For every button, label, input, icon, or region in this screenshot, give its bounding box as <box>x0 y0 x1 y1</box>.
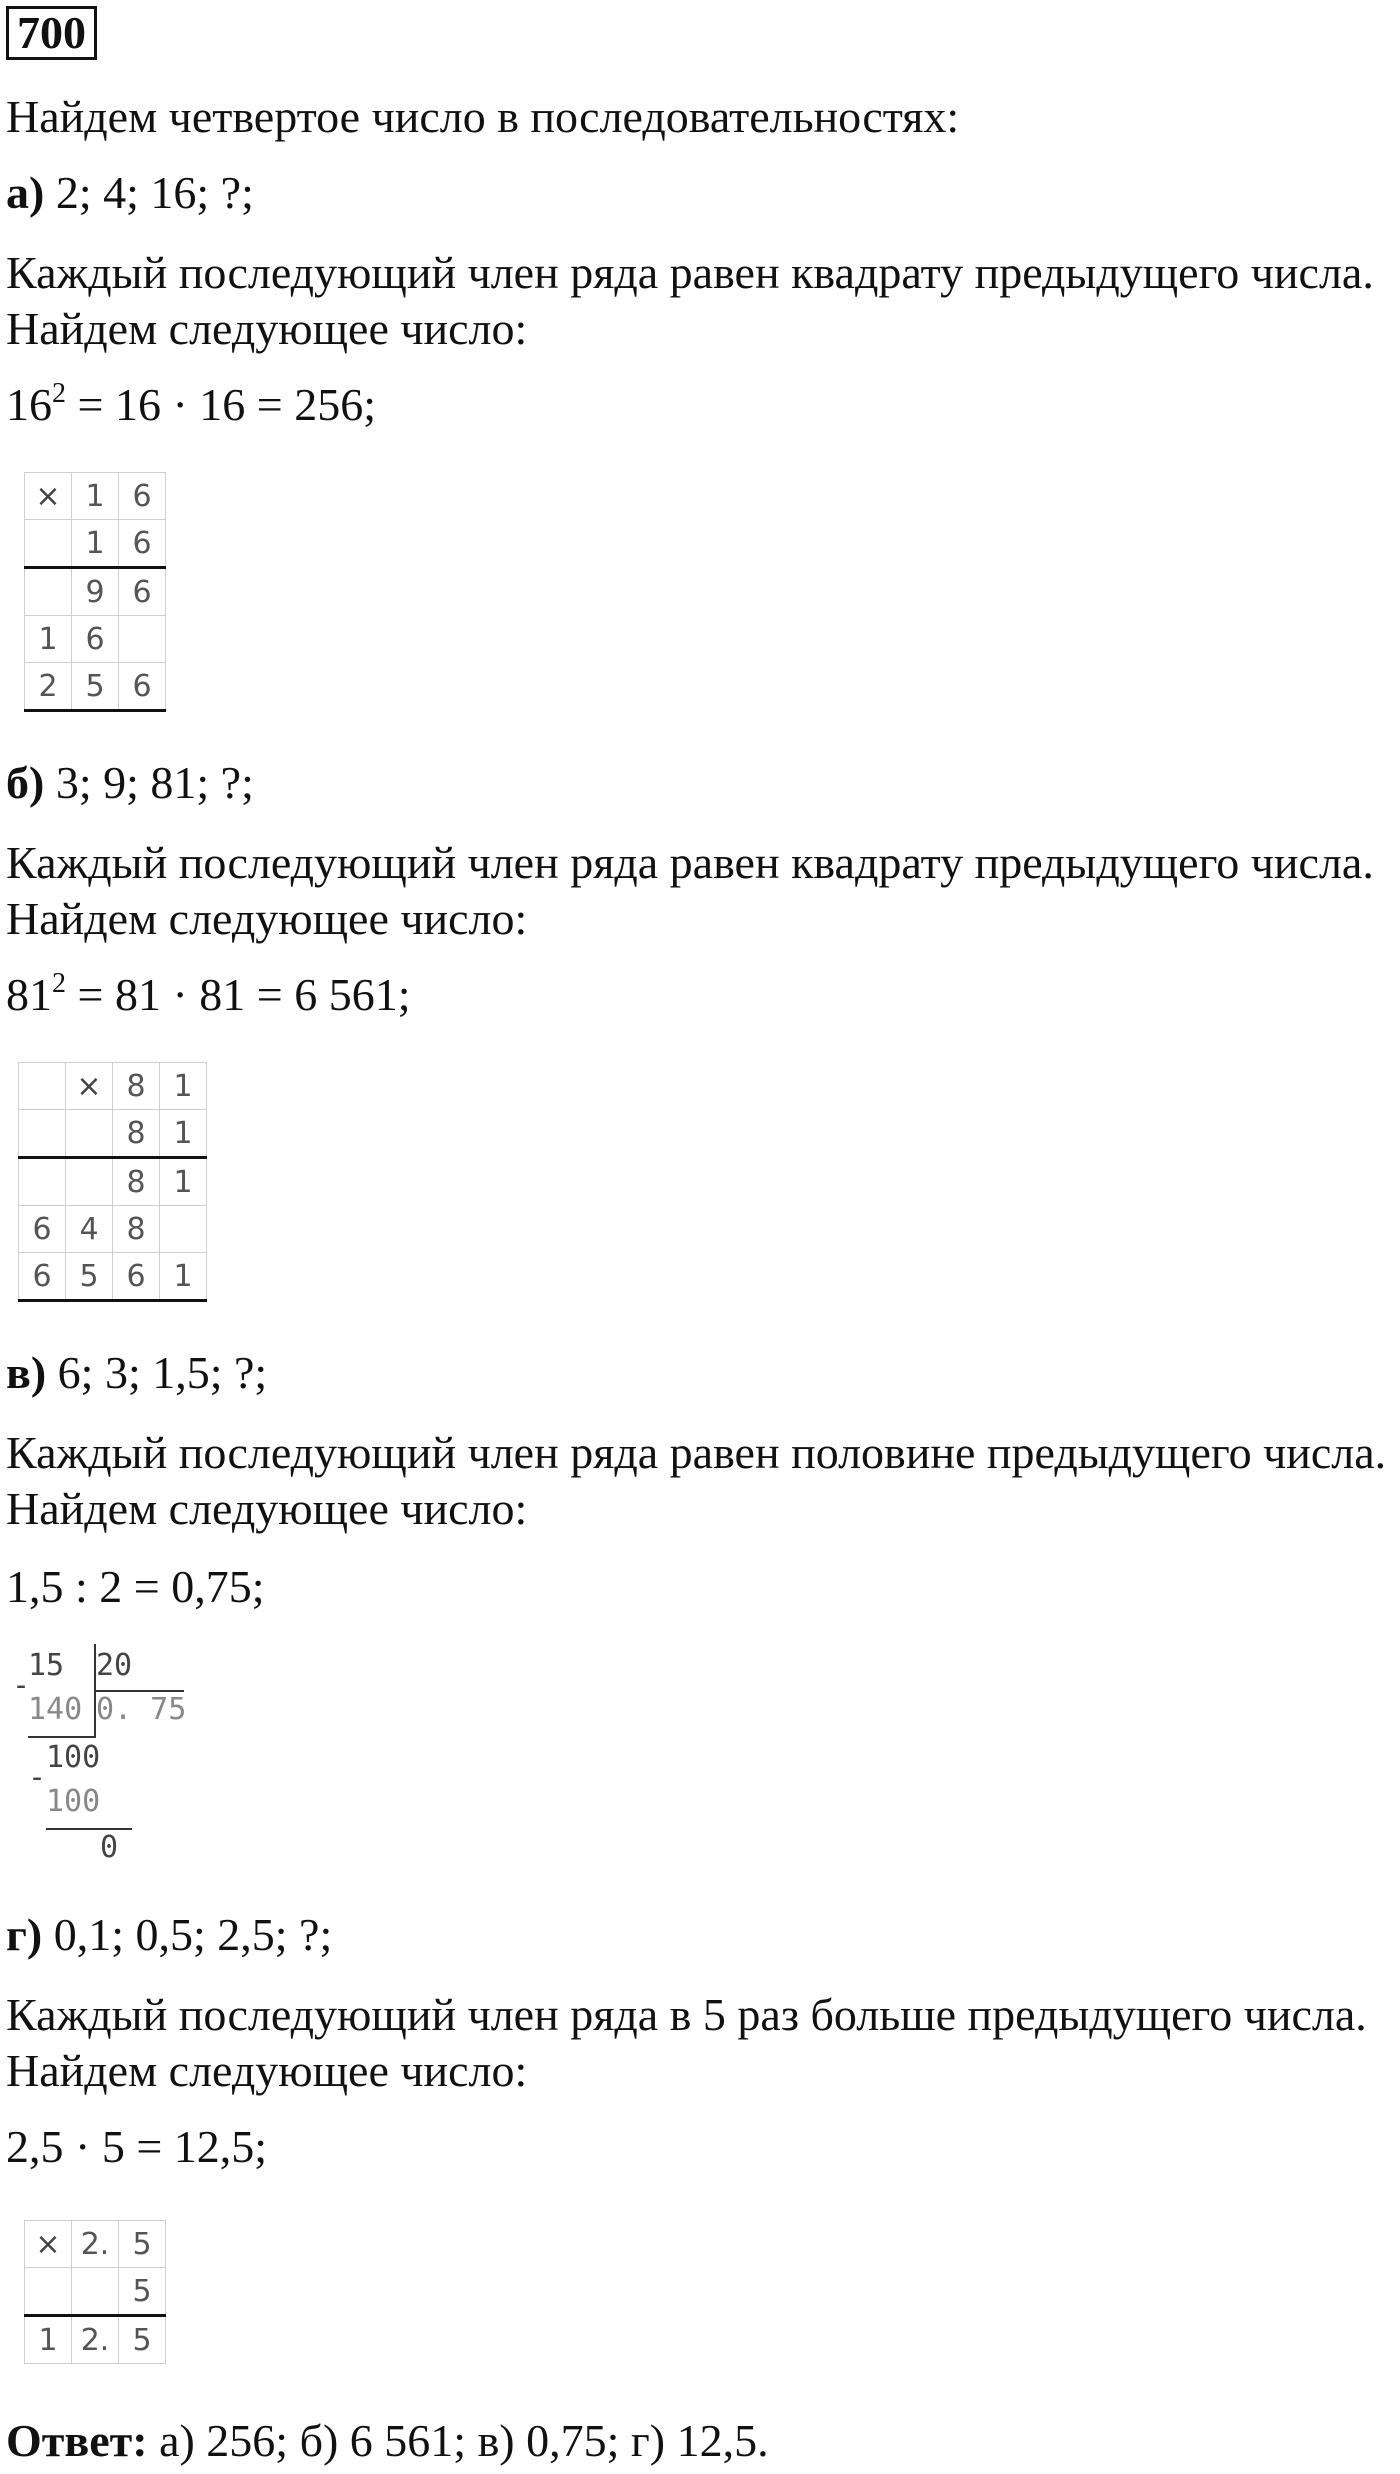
part-c-heading <box>6 1346 267 1400</box>
grid-row <box>25 663 166 711</box>
part-d-find: Найдем следующее число: <box>6 2045 528 2096</box>
grid-cell: 2. <box>72 2316 119 2364</box>
part-d-multiplication-grid <box>24 2220 166 2364</box>
multiply-sign: × <box>66 1063 113 1110</box>
grid-cell: 6 <box>119 663 166 711</box>
part-b-sequence: 3; 9; 81; ?; <box>55 757 254 808</box>
part-b-rule: Каждый последующий член ряда равен квадрату предыдущего числа. <box>6 837 1374 888</box>
grid-row <box>19 1206 207 1253</box>
answer-text: а) 256; б) 6 561; в) 0,75; г) 12,5. <box>147 2415 769 2466</box>
grid-cell <box>72 2268 119 2316</box>
part-a-heading <box>6 166 254 220</box>
grid-cell: 8 <box>113 1110 160 1158</box>
grid-cell: 1 <box>25 2316 72 2364</box>
grid-cell <box>19 1110 66 1158</box>
grid-cell <box>25 520 72 568</box>
grid-cell <box>19 1063 66 1110</box>
grid-row <box>19 1110 207 1158</box>
grid-cell: 5 <box>119 2268 166 2316</box>
division-dividend: 15 <box>28 1648 65 1683</box>
grid-cell: 8 <box>113 1158 160 1206</box>
grid-cell: 1 <box>160 1063 207 1110</box>
grid-row <box>25 2221 166 2268</box>
grid-cell: 6 <box>119 568 166 616</box>
intro-text: Найдем четвертое число в последовательностях: <box>6 91 960 142</box>
division-divisor: 20 <box>96 1648 133 1683</box>
grid-cell: 5 <box>119 2221 166 2268</box>
multiply-sign: × <box>25 2221 72 2268</box>
grid-cell <box>66 1110 113 1158</box>
grid-row <box>25 568 166 616</box>
division-minus-2: - <box>28 1760 47 1795</box>
grid-cell <box>160 1206 207 1253</box>
grid-cell <box>66 1158 113 1206</box>
grid-cell: 9 <box>72 568 119 616</box>
part-a-label: а) <box>6 167 45 218</box>
part-c-long-division <box>10 1640 190 1870</box>
grid-cell: 6 <box>119 473 166 520</box>
grid-cell: 5 <box>119 2316 166 2364</box>
part-a-rule: Каждый последующий член ряда равен квадрату предыдущего числа. <box>6 247 1374 298</box>
grid-cell: 5 <box>66 1253 113 1301</box>
problem-number: 700 <box>6 6 97 60</box>
part-b-heading <box>6 756 254 810</box>
division-subtrahend-1: 140 <box>28 1692 83 1727</box>
part-b-label: б) <box>6 757 45 808</box>
grid-cell: 2. <box>72 2221 119 2268</box>
part-d-sequence: 0,1; 0,5; 2,5; ?; <box>53 1909 333 1960</box>
part-c-sequence: 6; 3; 1,5; ?; <box>57 1347 268 1398</box>
grid-cell: 8 <box>113 1206 160 1253</box>
grid-cell: 8 <box>113 1063 160 1110</box>
grid-cell: 4 <box>66 1206 113 1253</box>
grid-cell: 6 <box>119 520 166 568</box>
grid-row <box>25 616 166 663</box>
grid-cell: 1 <box>160 1158 207 1206</box>
part-d-rule: Каждый последующий член ряда в 5 раз больше предыдущего числа. <box>6 1989 1367 2040</box>
grid-row <box>19 1253 207 1301</box>
part-b-find: Найдем следующее число: <box>6 893 528 944</box>
grid-cell: 6 <box>19 1253 66 1301</box>
grid-row <box>25 2268 166 2316</box>
division-subtrahend-2: 100 <box>46 1784 101 1819</box>
part-c-rule: Каждый последующий член ряда равен половине предыдущего числа. <box>6 1427 1387 1478</box>
grid-cell <box>25 2268 72 2316</box>
grid-cell <box>25 568 72 616</box>
division-quotient: 0. 75 <box>96 1692 187 1727</box>
part-c-label: в) <box>6 1347 47 1398</box>
part-a-calculation: $16^2 = 16 \cdot 16 = 256$; <box>6 378 376 430</box>
answer-label: Ответ: <box>6 2415 148 2466</box>
grid-cell: 5 <box>72 663 119 711</box>
multiply-sign: × <box>25 473 72 520</box>
grid-cell: 6 <box>72 616 119 663</box>
answer-line <box>6 2414 769 2468</box>
grid-row <box>19 1063 207 1110</box>
grid-cell: 1 <box>72 520 119 568</box>
part-c-find: Найдем следующее число: <box>6 1483 528 1534</box>
part-a-sequence: 2; 4; 16; ?; <box>55 167 254 218</box>
grid-cell <box>19 1158 66 1206</box>
part-d-label: г) <box>6 1909 43 1960</box>
part-b-multiplication-grid <box>18 1062 207 1302</box>
part-a-find: Найдем следующее число: <box>6 303 528 354</box>
grid-row <box>25 2316 166 2364</box>
division-minus-1: - <box>12 1668 31 1703</box>
grid-row <box>25 520 166 568</box>
division-remainder-1: 100 <box>46 1740 101 1775</box>
grid-row <box>25 473 166 520</box>
grid-cell: 2 <box>25 663 72 711</box>
division-remainder-2: 0 <box>100 1830 119 1865</box>
part-a-multiplication-grid <box>24 472 166 712</box>
grid-cell: 1 <box>160 1253 207 1301</box>
part-b-calculation: $81^2 = 81 \cdot 81 = 6$ 561; <box>6 968 411 1020</box>
grid-cell: 6 <box>19 1206 66 1253</box>
grid-cell: 1 <box>160 1110 207 1158</box>
part-c-calculation: 1,5 : 2 = 0,75; <box>6 1561 265 1612</box>
grid-row <box>19 1158 207 1206</box>
grid-cell: 6 <box>113 1253 160 1301</box>
grid-cell <box>119 616 166 663</box>
part-d-calculation: 2,5 · 5 = 12,5; <box>6 2121 268 2172</box>
part-d-heading <box>6 1908 332 1962</box>
grid-cell: 1 <box>25 616 72 663</box>
grid-cell: 1 <box>72 473 119 520</box>
